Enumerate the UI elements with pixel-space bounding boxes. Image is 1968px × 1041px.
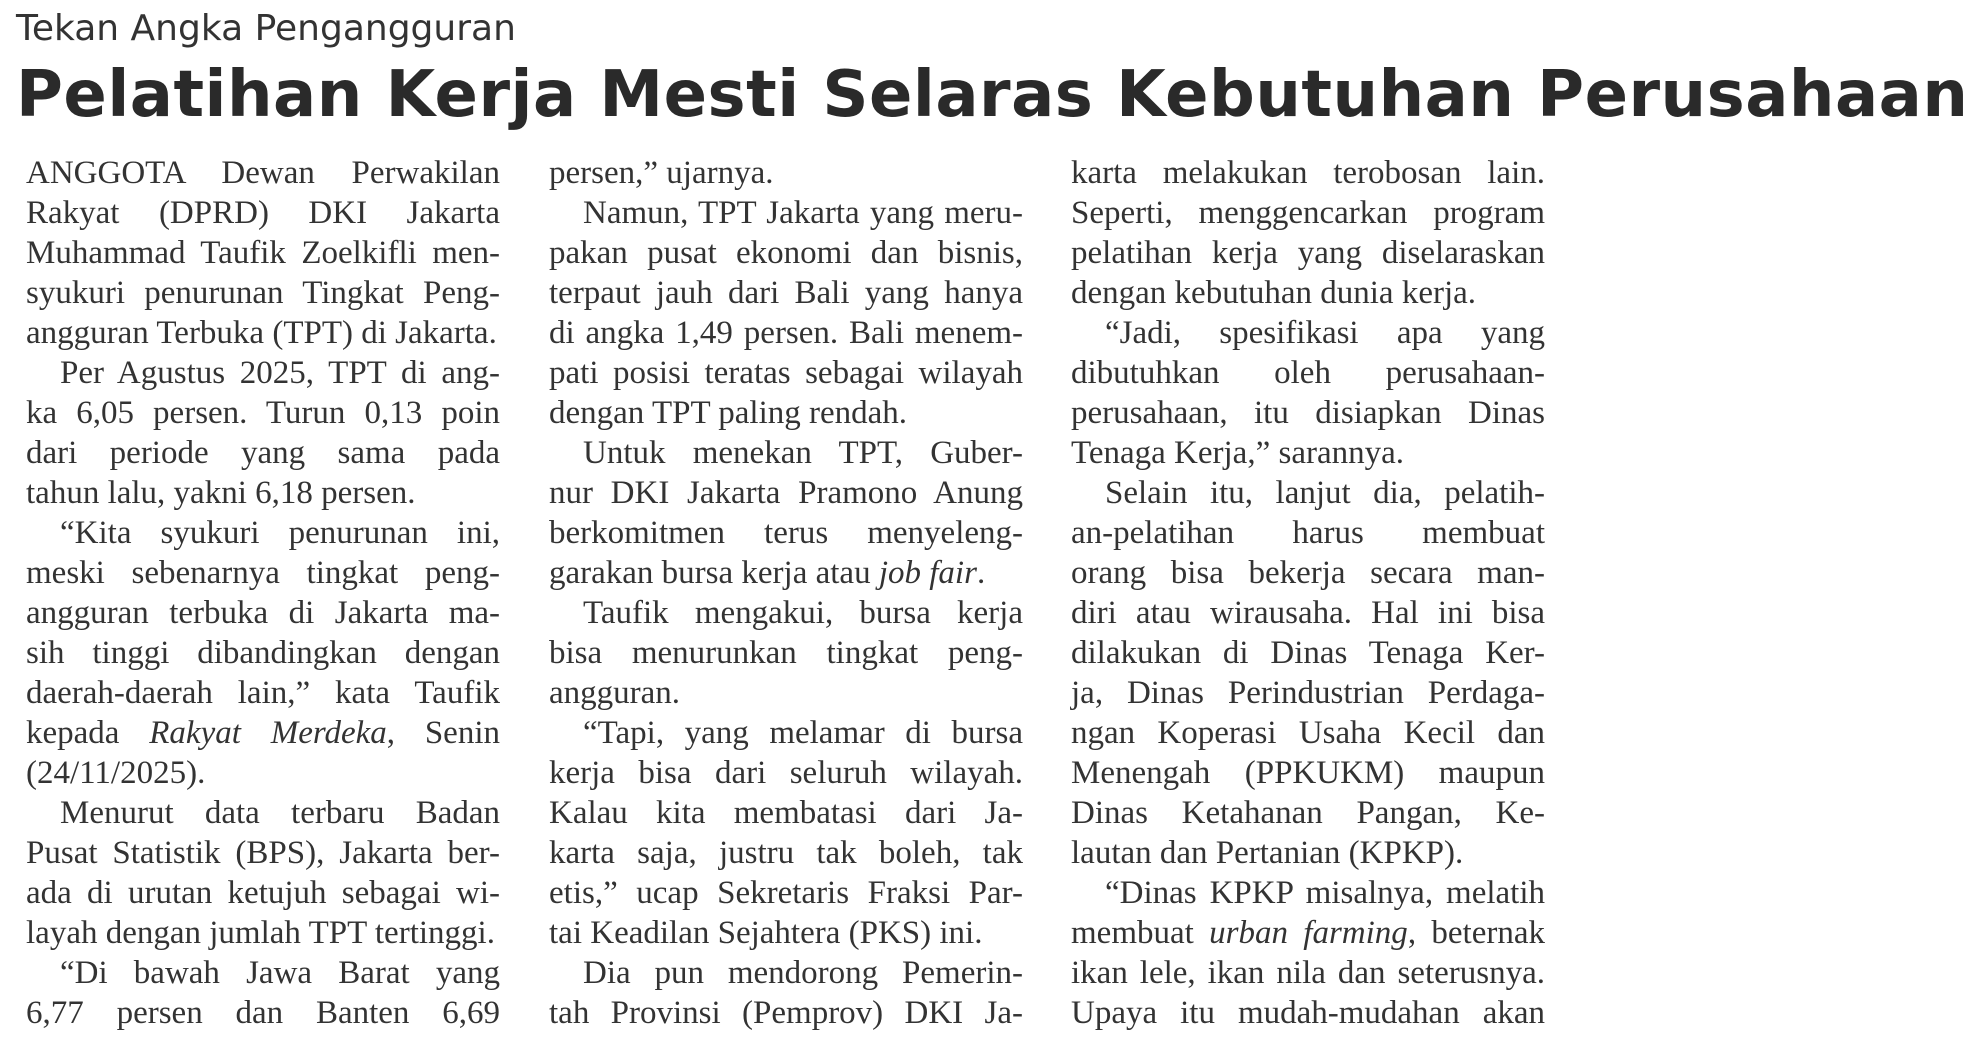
body-line: “Jadi, spesifikasi apa yang [1105,315,1545,351]
body-line: angguran terbuka di Jakarta ma- [26,595,500,631]
body-line: perusahaan, itu disiapkan Dinas [1071,395,1545,431]
body-line: Per Agustus 2025, TPT di ang- [60,355,500,391]
body-line: etis,” ucap Sekretaris Fraksi Par- [549,875,1023,911]
body-line: dengan TPT paling rendah. [549,395,908,431]
body-line: Muhammad Taufik Zoelkifli men- [26,235,500,271]
body-line: ikan lele, ikan nila dan seterusnya. [1071,955,1545,991]
body-line: Rakyat (DPRD) DKI Jakarta [26,195,500,231]
body-line: persen,” ujarnya. [549,155,774,191]
body-line: pelatihan kerja yang diselaraskan [1071,235,1545,271]
body-line: dari periode yang sama pada [26,435,500,471]
body-line: garakan bursa kerja atau job fair. [549,555,986,591]
body-line: Pusat Statistik (BPS), Jakarta ber- [26,835,500,871]
body-line: Upaya itu mudah-mudahan akan [1071,995,1545,1031]
body-line: daerah-daerah lain,” kata Taufik [26,675,500,711]
article-kicker: Tekan Angka Pengangguran [16,8,516,49]
body-line: “Di bawah Jawa Barat yang [60,955,500,991]
body-line: an-pelatihan harus membuat [1071,515,1545,551]
body-line: pakan pusat ekonomi dan bisnis, [549,235,1023,271]
body-line: tai Keadilan Sejahtera (PKS) ini. [549,915,983,951]
body-line: terpaut jauh dari Bali yang hanya [549,275,1023,311]
body-line: bisa menurunkan tingkat peng- [549,635,1023,671]
body-line: dengan kebutuhan dunia kerja. [1071,275,1477,311]
article-headline: Pelatihan Kerja Mesti Selaras Kebutuhan Perusahaan [16,58,1968,132]
article-column-2 [549,153,1023,1041]
article-column-1 [26,153,500,1041]
body-line: tahun lalu, yakni 6,18 persen. [26,475,416,511]
body-line: karta saja, justru tak boleh, tak [549,835,1023,871]
body-line: di angka 1,49 persen. Bali menem- [549,315,1023,351]
body-line: Dia pun mendorong Pemerin- [583,955,1023,991]
body-line: “Dinas KPKP misalnya, melatih [1105,875,1545,911]
body-line: Namun, TPT Jakarta yang meru- [583,195,1023,231]
body-line: angguran. [549,675,681,711]
body-line: tah Provinsi (Pemprov) DKI Ja- [549,995,1023,1031]
body-line: angguran Terbuka (TPT) di Jakarta. [26,315,497,351]
body-line: syukuri penurunan Tingkat Peng- [26,275,500,311]
body-line: 6,77 persen dan Banten 6,69 [26,995,500,1031]
body-line: karta melakukan terobosan lain. [1071,155,1545,191]
body-line: Taufik mengakui, bursa kerja [583,595,1023,631]
body-line: lautan dan Pertanian (KPKP). [1071,835,1464,871]
body-line: dibutuhkan oleh perusahaan- [1071,355,1545,391]
body-line: diri atau wirausaha. Hal ini bisa [1071,595,1545,631]
body-line: (24/11/2025). [26,755,206,791]
body-line: meski sebenarnya tingkat peng- [26,555,500,591]
body-line: ja, Dinas Perindustrian Perdaga- [1071,675,1545,711]
article-column-3 [1071,153,1545,1041]
body-line: “Tapi, yang melamar di bursa [583,715,1023,751]
body-line: Dinas Ketahanan Pangan, Ke- [1071,795,1545,831]
body-line: Untuk menekan TPT, Guber- [583,435,1023,471]
body-line: “Kita syukuri penurunan ini, [60,515,500,551]
body-line: kerja bisa dari seluruh wilayah. [549,755,1023,791]
body-line: Menurut data terbaru Badan [60,795,500,831]
body-line: ngan Koperasi Usaha Kecil dan [1071,715,1545,751]
body-line: berkomitmen terus menyeleng- [549,515,1023,551]
body-line: dilakukan di Dinas Tenaga Ker- [1071,635,1545,671]
body-line: ada di urutan ketujuh sebagai wi- [26,875,500,911]
body-line: kepada Rakyat Merdeka, Senin [26,715,501,751]
body-line: Seperti, menggencarkan program [1071,195,1545,231]
body-line: ANGGOTA Dewan Perwakilan [26,155,500,191]
body-line: layah dengan jumlah TPT tertinggi. [26,915,495,951]
body-line: Kalau kita membatasi dari Ja- [549,795,1023,831]
body-line: membuat urban farming, beternak [1071,915,1545,951]
body-line: orang bisa bekerja secara man- [1071,555,1545,591]
body-line: Menengah (PPKUKM) maupun [1071,755,1545,791]
body-line: pati posisi teratas sebagai wilayah [549,355,1023,391]
body-line: Tenaga Kerja,” sarannya. [1071,435,1404,471]
body-line: Selain itu, lanjut dia, pelatih- [1105,475,1545,511]
body-line: nur DKI Jakarta Pramono Anung [549,475,1023,511]
body-line: sih tinggi dibandingkan dengan [26,635,500,671]
body-line: ka 6,05 persen. Turun 0,13 poin [26,395,500,431]
